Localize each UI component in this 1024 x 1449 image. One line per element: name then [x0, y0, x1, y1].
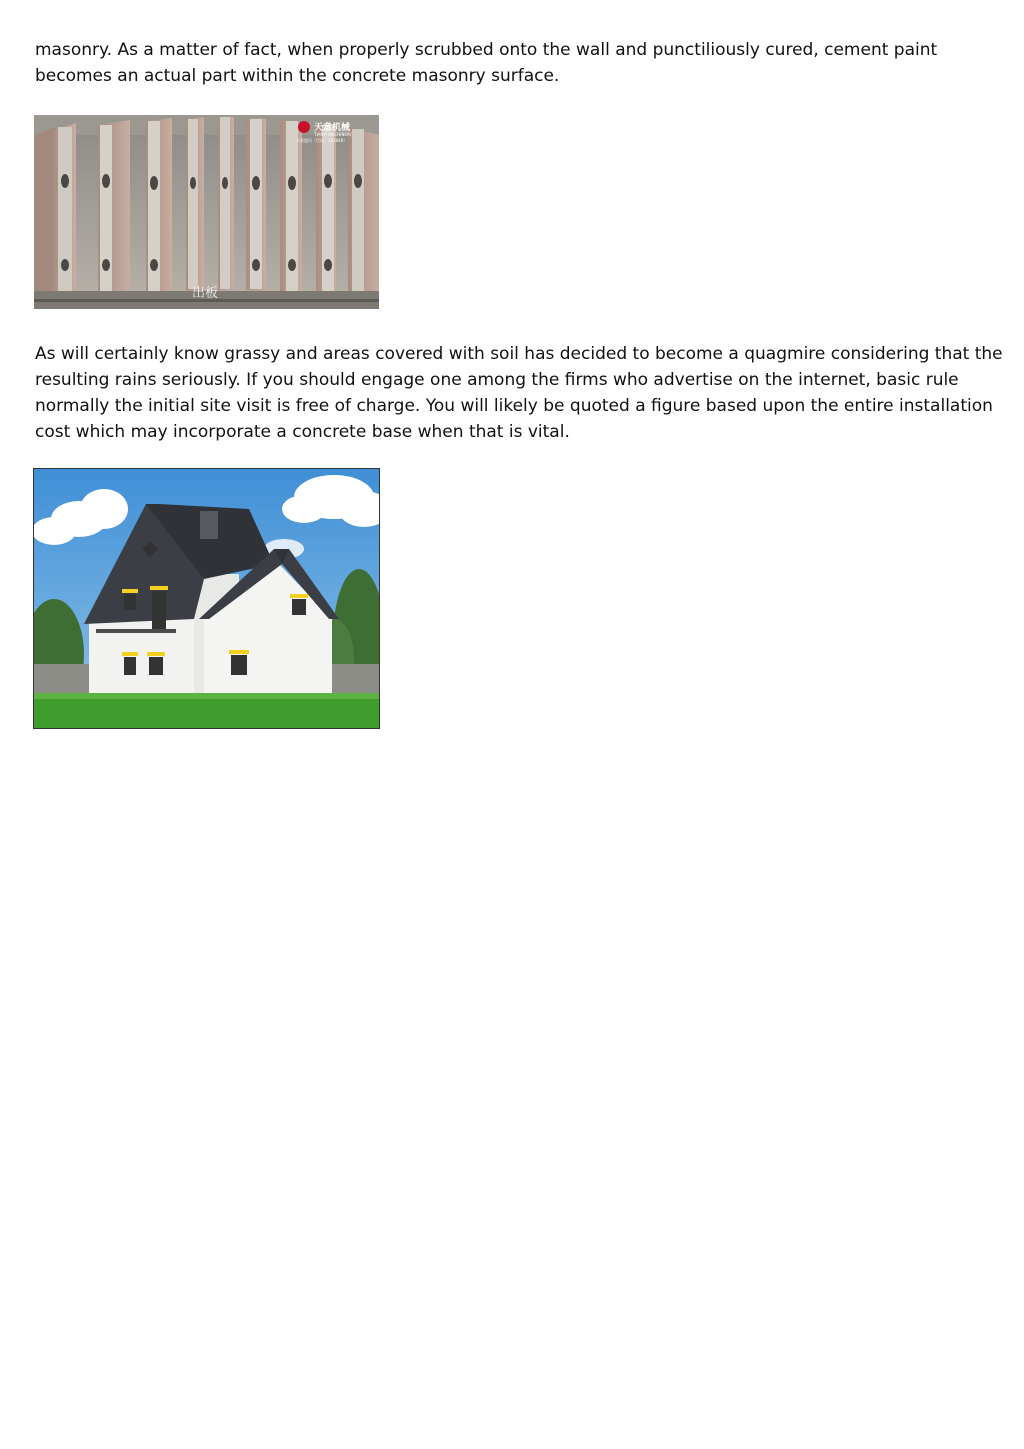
paragraph-1: [35, 37, 995, 89]
paragraph-line: As will certainly know grassy and areas covered with soil has decided to become a quagmire considering that the: [35, 344, 1003, 364]
paragraph-2: [35, 341, 1003, 445]
logo-text: 天意机械: [314, 123, 351, 133]
paragraph-line: becomes an actual part within the concrete masonry surface.: [35, 66, 560, 86]
logo-stock: 天意股份（代码：201648）: [296, 138, 348, 143]
logo-subtext: TIANYI MACHINERY: [314, 132, 352, 137]
paragraph-line: masonry. As a matter of fact, when properly scrubbed onto the wall and punctiliously cured, cement paint: [35, 40, 938, 60]
paragraph-line: resulting rains seriously. If you should engage one among the firms who advertise on the internet, basic rule: [35, 370, 959, 390]
image-caption: 出板: [192, 286, 219, 301]
paragraph-line: normally the initial site visit is free of charge. You will likely be quoted a figure based upon the entire installation: [35, 396, 993, 416]
paragraph-line: cost which may incorporate a concrete base when that is vital.: [35, 422, 570, 442]
house-image: [34, 469, 379, 728]
factory-panels-image: [34, 115, 379, 309]
